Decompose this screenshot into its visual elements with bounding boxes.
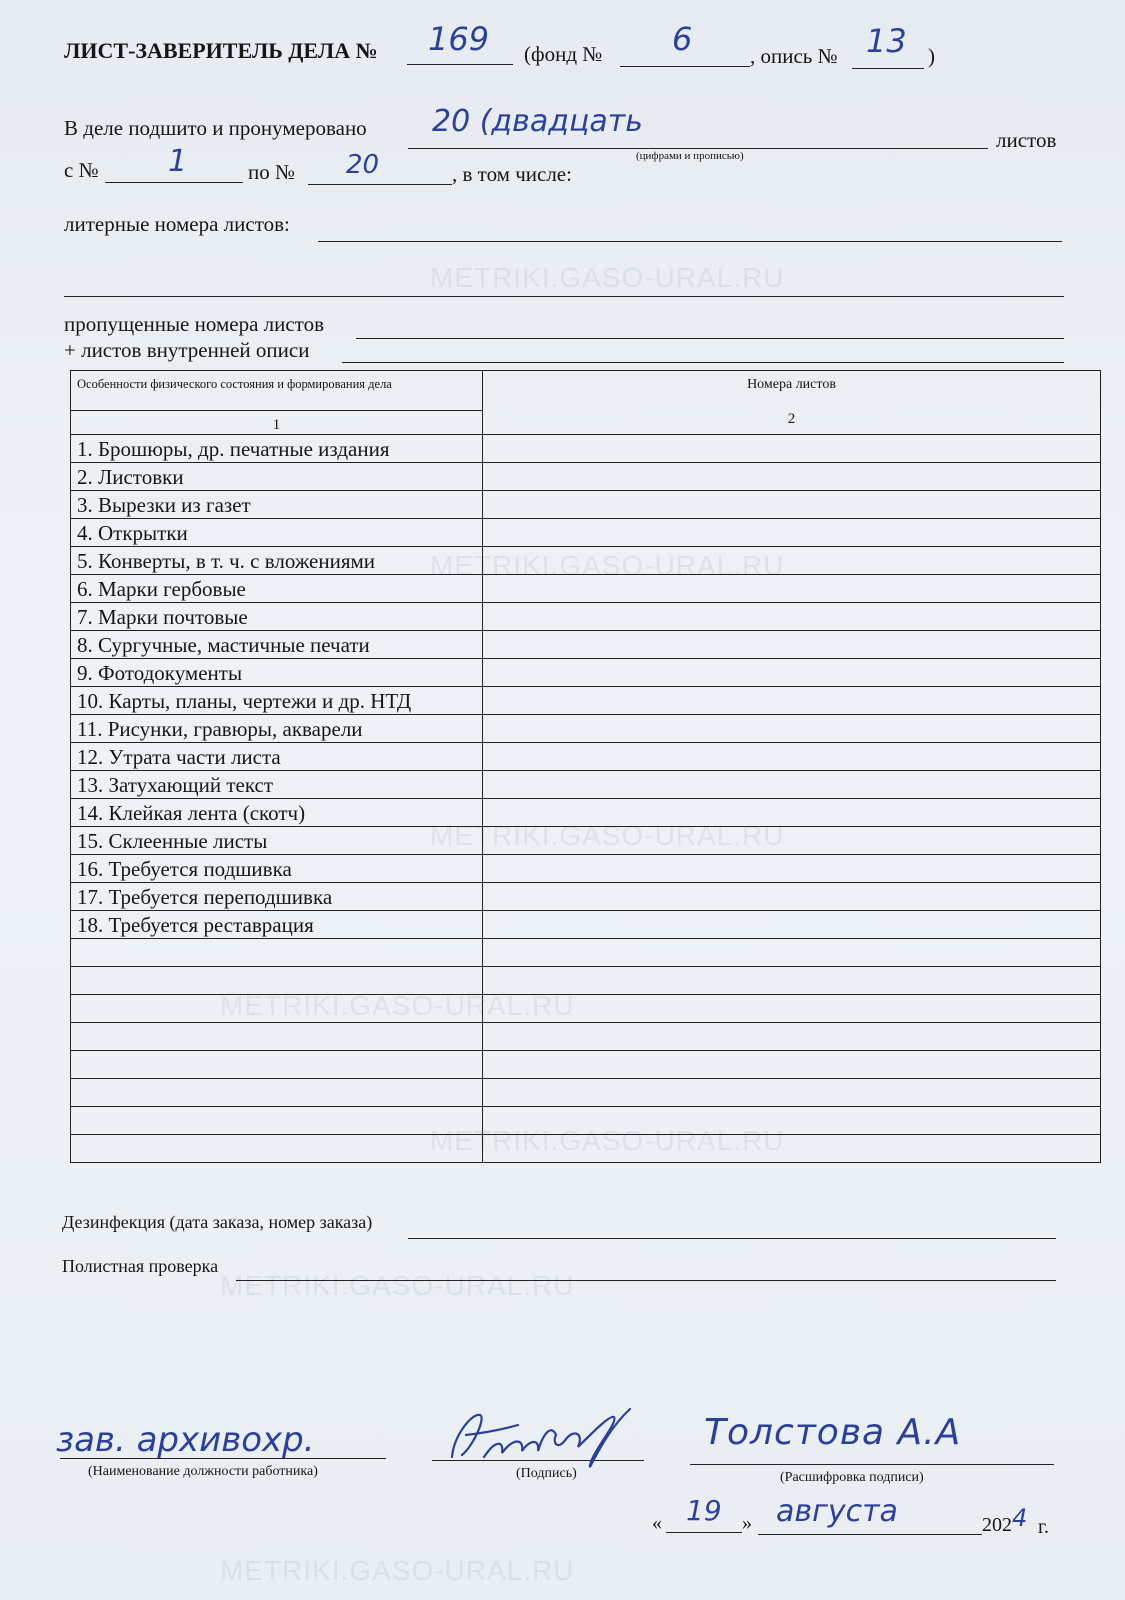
table-row bbox=[71, 603, 1101, 631]
table-row-pages bbox=[483, 883, 1101, 911]
table-empty-cell bbox=[71, 1023, 483, 1051]
watermark: METRIKI.GASO-URAL.RU bbox=[430, 262, 785, 293]
opis-value: 13 bbox=[866, 22, 907, 60]
table-row-pages bbox=[483, 715, 1101, 743]
fond-line bbox=[620, 66, 750, 67]
table-row bbox=[71, 631, 1101, 659]
table-row bbox=[71, 463, 1101, 491]
fond-label: (фонд № bbox=[524, 42, 603, 66]
watermark: METRIKI.GASO-URAL.RU bbox=[430, 1125, 785, 1156]
table-empty-cell bbox=[483, 939, 1101, 967]
table-empty-cell bbox=[483, 1023, 1101, 1051]
table-row bbox=[71, 491, 1101, 519]
table-row-pages bbox=[483, 491, 1101, 519]
table-row-pages bbox=[483, 631, 1101, 659]
table-row-label: 11. Рисунки, гравюры, акварели bbox=[71, 715, 483, 743]
col2-header bbox=[483, 371, 1101, 435]
col2-header-text: Номера листов bbox=[747, 377, 836, 392]
table-empty-row bbox=[71, 995, 1101, 1023]
date-day: 19 bbox=[686, 1494, 722, 1527]
table-row-label: 6. Марки гербовые bbox=[71, 575, 483, 603]
table-empty-cell bbox=[483, 1135, 1101, 1163]
inner-label: + листов внутренней описи bbox=[64, 338, 310, 362]
from-line bbox=[105, 182, 243, 183]
count-hint: (цифрами и прописью) bbox=[636, 150, 744, 162]
date-month: августа bbox=[776, 1494, 898, 1529]
table-empty-row bbox=[71, 1051, 1101, 1079]
check-label: Полистная проверка bbox=[62, 1256, 219, 1276]
table-row bbox=[71, 547, 1101, 575]
date-year-suffix: г. bbox=[1038, 1516, 1049, 1538]
table-row-pages bbox=[483, 855, 1101, 883]
disinfection-line bbox=[408, 1238, 1056, 1239]
watermark: METRIKI.GASO-URAL.RU bbox=[430, 820, 785, 851]
table-row-label: 16. Требуется подшивка bbox=[71, 855, 483, 883]
col1-header: Особенности физического состояния и формирования дела bbox=[71, 371, 483, 411]
watermark: METRIKI.GASO-URAL.RU bbox=[220, 990, 575, 1021]
missing-line bbox=[356, 338, 1064, 339]
table-row bbox=[71, 575, 1101, 603]
table-empty-row bbox=[71, 967, 1101, 995]
table-row bbox=[71, 827, 1101, 855]
table-row bbox=[71, 715, 1101, 743]
table-row-label: 14. Клейкая лента (скотч) bbox=[71, 799, 483, 827]
form-title: ЛИСТ-ЗАВЕРИТЕЛЬ ДЕЛА № bbox=[64, 38, 378, 63]
table-row-label: 8. Сургучные, мастичные печати bbox=[71, 631, 483, 659]
position-caption: (Наименование должности работника) bbox=[88, 1464, 318, 1479]
state-table bbox=[70, 370, 1101, 1163]
col2-number: 2 bbox=[787, 411, 796, 427]
table-empty-row bbox=[71, 1135, 1101, 1163]
disinfection-label: Дезинфекция (дата заказа, номер заказа) bbox=[62, 1212, 373, 1232]
table-row-pages bbox=[483, 911, 1101, 939]
table-empty-cell bbox=[483, 995, 1101, 1023]
opis-label: , опись № bbox=[750, 44, 838, 68]
decode-signature: Толстова А.А bbox=[704, 1412, 962, 1453]
date-open-quote: « bbox=[652, 1512, 662, 1534]
table-row-label: 3. Вырезки из газет bbox=[71, 491, 483, 519]
table-empty-cell bbox=[483, 1051, 1101, 1079]
decode-caption: (Расшифровка подписи) bbox=[780, 1470, 924, 1485]
count-value: 20 (двадцать bbox=[432, 104, 643, 139]
table-row-pages bbox=[483, 603, 1101, 631]
position-line bbox=[60, 1458, 386, 1459]
count-line bbox=[408, 148, 988, 149]
watermark: METRIKI.GASO-URAL.RU bbox=[220, 1270, 575, 1301]
table-empty-row bbox=[71, 1107, 1101, 1135]
table-row bbox=[71, 519, 1101, 547]
table-empty-cell bbox=[483, 1107, 1101, 1135]
position-signature: зав. архивохр. bbox=[56, 1420, 315, 1460]
table-row-pages bbox=[483, 519, 1101, 547]
table-row-pages bbox=[483, 547, 1101, 575]
watermark: METRIKI.GASO-URAL.RU bbox=[220, 1555, 575, 1586]
table-row-label: 10. Карты, планы, чертежи и др. НТД bbox=[71, 687, 483, 715]
incl-text: , в том числе: bbox=[452, 162, 572, 186]
table-empty-row bbox=[71, 1023, 1101, 1051]
table-row-pages bbox=[483, 799, 1101, 827]
table-row-label: 5. Конверты, в т. ч. с вложениями bbox=[71, 547, 483, 575]
table-header-row bbox=[71, 371, 1101, 411]
table-row-pages bbox=[483, 659, 1101, 687]
table-row-pages bbox=[483, 687, 1101, 715]
table-row bbox=[71, 883, 1101, 911]
to-label: по № bbox=[248, 160, 296, 184]
delo-number-line bbox=[407, 64, 513, 65]
table-row-pages bbox=[483, 771, 1101, 799]
table-empty-cell bbox=[71, 967, 483, 995]
table-empty-cell bbox=[71, 995, 483, 1023]
check-line bbox=[236, 1280, 1056, 1281]
table-row bbox=[71, 687, 1101, 715]
table-row bbox=[71, 743, 1101, 771]
table-empty-cell bbox=[71, 1079, 483, 1107]
table-row-label: 18. Требуется реставрация bbox=[71, 911, 483, 939]
table-row-pages bbox=[483, 575, 1101, 603]
inner-line bbox=[342, 362, 1064, 363]
missing-label: пропущенные номера листов bbox=[64, 312, 324, 336]
from-label: с № bbox=[64, 158, 99, 182]
table-row-label: 17. Требуется переподшивка bbox=[71, 883, 483, 911]
table-row bbox=[71, 799, 1101, 827]
date-month-line bbox=[758, 1534, 982, 1535]
date-close-quote: » bbox=[742, 1512, 752, 1534]
table-row-pages bbox=[483, 435, 1101, 463]
table-row-pages bbox=[483, 463, 1101, 491]
table-row-label: 7. Марки почтовые bbox=[71, 603, 483, 631]
table-row bbox=[71, 771, 1101, 799]
date-year-prefix: 202 bbox=[982, 1514, 1012, 1536]
date-day-line bbox=[666, 1532, 742, 1533]
table-row bbox=[71, 911, 1101, 939]
liter-label: литерные номера листов: bbox=[64, 212, 290, 236]
table-row-label: 13. Затухающий текст bbox=[71, 771, 483, 799]
table-row-pages bbox=[483, 743, 1101, 771]
fond-value: 6 bbox=[672, 20, 693, 58]
opis-line bbox=[852, 68, 924, 69]
liter-line bbox=[318, 241, 1062, 242]
delo-number-value: 169 bbox=[428, 20, 490, 58]
count-prefix: В деле подшито и пронумеровано bbox=[64, 116, 367, 140]
table-row-pages bbox=[483, 827, 1101, 855]
table-row-label: 4. Открытки bbox=[71, 519, 483, 547]
decode-line bbox=[690, 1464, 1054, 1465]
watermark: METRIKI.GASO-URAL.RU bbox=[430, 550, 785, 581]
table-row-label: 1. Брошюры, др. печатные издания bbox=[71, 435, 483, 463]
close-paren: ) bbox=[928, 44, 935, 68]
to-value: 20 bbox=[346, 150, 380, 180]
table-row bbox=[71, 659, 1101, 687]
table-row bbox=[71, 855, 1101, 883]
liter-line-2 bbox=[64, 296, 1064, 297]
table-empty-row bbox=[71, 1079, 1101, 1107]
table-empty-row bbox=[71, 939, 1101, 967]
table-row bbox=[71, 435, 1101, 463]
date-year-digit: 4 bbox=[1012, 1504, 1028, 1532]
handwritten-signature bbox=[444, 1395, 654, 1475]
to-line bbox=[308, 184, 452, 185]
table-row-label: 12. Утрата части листа bbox=[71, 743, 483, 771]
count-suffix: листов bbox=[996, 128, 1057, 152]
table-empty-cell bbox=[483, 1079, 1101, 1107]
table-empty-cell bbox=[71, 1051, 483, 1079]
from-value: 1 bbox=[168, 144, 188, 179]
table-empty-cell bbox=[71, 1107, 483, 1135]
table-row-label: 15. Склеенные листы bbox=[71, 827, 483, 855]
table-empty-cell bbox=[71, 1135, 483, 1163]
table-row-label: 9. Фотодокументы bbox=[71, 659, 483, 687]
table-row-label: 2. Листовки bbox=[71, 463, 483, 491]
sign-caption: (Подпись) bbox=[516, 1466, 577, 1481]
table-empty-cell bbox=[483, 967, 1101, 995]
col1-number: 1 bbox=[71, 411, 483, 435]
table-empty-cell bbox=[71, 939, 483, 967]
